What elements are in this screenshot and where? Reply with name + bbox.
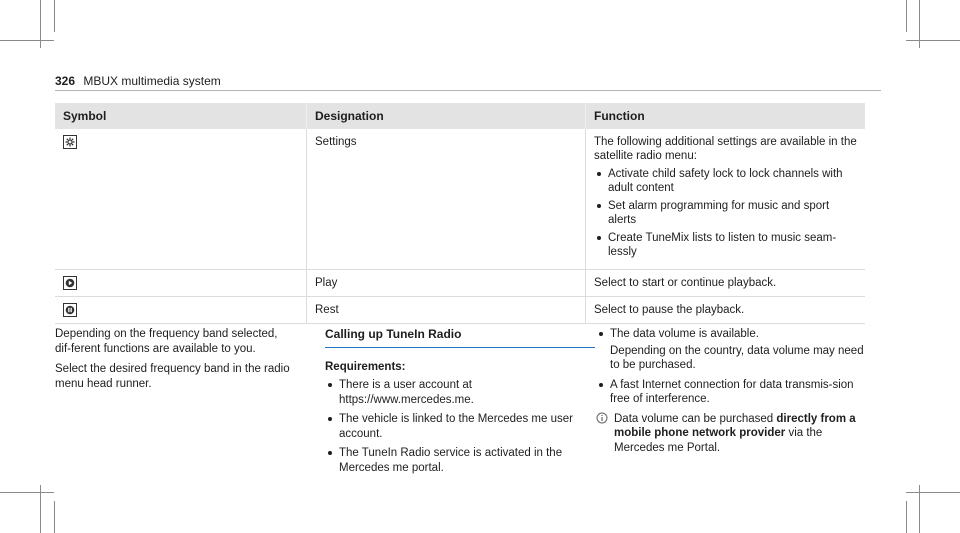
table-row xyxy=(55,297,865,324)
function-bullets xyxy=(594,167,857,259)
designation-cell: Play xyxy=(307,270,586,297)
crop-mark xyxy=(0,40,54,41)
column-header-symbol: Symbol xyxy=(55,103,307,129)
section-title: Calling up TuneIn Radio xyxy=(325,327,595,348)
list-item: The TuneIn Radio service is activated in the Mercedes me portal. xyxy=(325,446,595,475)
requirements-label: Requirements: xyxy=(325,360,406,373)
list-item: There is a user account at https://www.mercedes.me. xyxy=(325,378,595,407)
requirements-list-continued xyxy=(596,327,871,407)
requirements-list xyxy=(325,378,595,475)
symbol-cell xyxy=(55,129,307,270)
requirements-continued xyxy=(596,327,871,455)
paragraph: Depending on the frequency band selected, dif-ferent functions are available to you. xyxy=(55,328,278,355)
note-bold-text: directly from a mobile phone network provider xyxy=(614,412,856,439)
header-divider xyxy=(55,90,881,91)
table-row xyxy=(55,129,865,270)
column-header-designation: Designation xyxy=(307,103,586,129)
list-item: Activate child safety lock to lock channels with adult content xyxy=(594,167,857,195)
table-header-row xyxy=(55,103,865,129)
info-icon xyxy=(596,412,608,424)
designation-cell: Rest xyxy=(307,297,586,324)
list-item xyxy=(596,327,871,373)
symbol-table xyxy=(55,103,865,324)
page-number: 326 xyxy=(55,74,76,88)
symbol-cell xyxy=(55,297,307,324)
crop-mark xyxy=(54,0,55,32)
page-header-title: MBUX multimedia system xyxy=(83,74,221,88)
note-text: Data volume can be purchased xyxy=(614,412,777,425)
intro-column xyxy=(55,327,295,397)
crop-mark xyxy=(906,501,907,533)
list-item: The vehicle is linked to the Mercedes me user account. xyxy=(325,412,595,441)
paragraph: Select the desired frequency band in the radio menu head runner. xyxy=(55,363,290,390)
info-note xyxy=(596,412,871,456)
designation-cell: Settings xyxy=(307,129,586,270)
gear-icon xyxy=(63,135,77,149)
note-text-end: via the Mercedes me Portal. xyxy=(614,427,823,454)
function-cell xyxy=(586,129,866,270)
symbol-cell xyxy=(55,270,307,297)
crop-mark xyxy=(906,0,907,32)
crop-mark xyxy=(906,492,960,493)
list-item: A fast Internet connection for data transmis-sion free of interference. xyxy=(596,378,871,407)
crop-mark xyxy=(54,501,55,533)
column-header-function: Function xyxy=(586,103,866,129)
list-item-main: The data volume is available. xyxy=(610,328,759,340)
play-icon xyxy=(63,276,77,290)
table-row xyxy=(55,270,865,297)
function-intro: The following additional settings are available in the satellite radio menu: xyxy=(594,136,857,162)
page-header xyxy=(55,74,221,88)
list-item: Set alarm programming for music and sport alerts xyxy=(594,199,857,227)
crop-mark xyxy=(0,492,54,493)
tunein-section xyxy=(325,327,595,480)
list-item-sub: Depending on the country, data volume may need to be purchased. xyxy=(610,344,864,371)
function-cell: Select to pause the playback. xyxy=(586,297,866,324)
function-cell: Select to start or continue playback. xyxy=(586,270,866,297)
crop-mark xyxy=(906,40,960,41)
pause-icon xyxy=(63,303,77,317)
list-item: Create TuneMix lists to listen to music seam-lessly xyxy=(594,231,857,259)
